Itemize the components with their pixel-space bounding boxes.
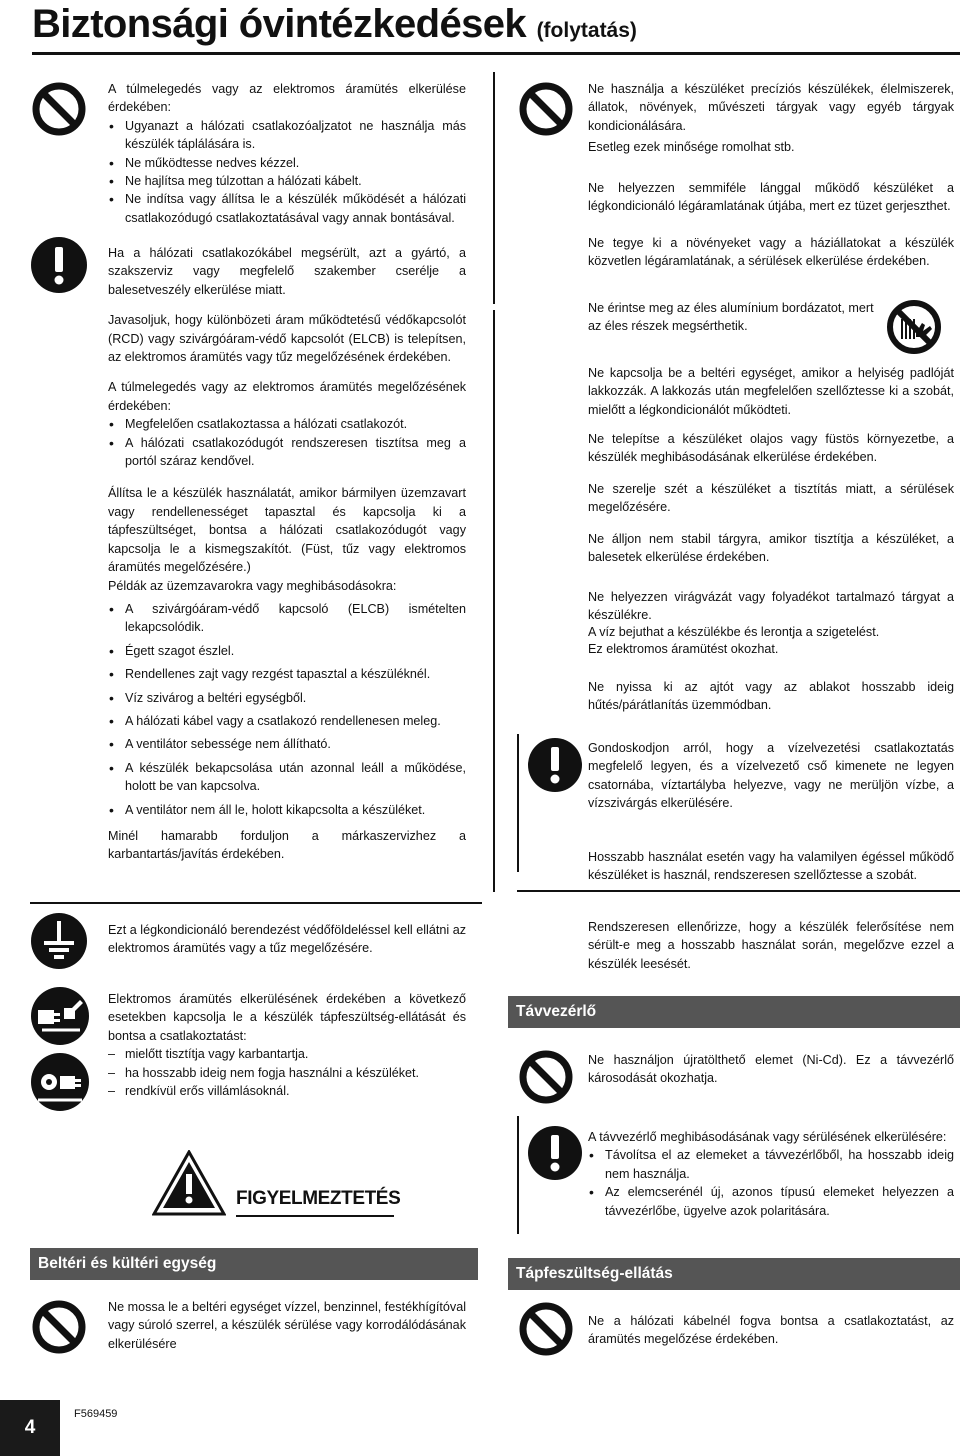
block-intro: A távvezérlő meghibásodásának vagy sérülésének elkerülésére:	[588, 1130, 947, 1144]
right-paragraph: Hosszabb használat esetén vagy ha valamilyen égéssel működő készüléket is használ, rendszeresen szellőztesse a szobát.	[588, 850, 954, 883]
paragraph: Ezt a légkondicionáló berendezést védőföldeléssel kell ellátni az elektromos áramütés vagy a tűz megelőzésére.	[108, 923, 466, 956]
right-column-rule	[517, 1116, 519, 1234]
list-item: – rendkívül erős villámlásoknál.	[108, 1082, 466, 1100]
grounding-block	[108, 921, 466, 958]
list-item: • A szivárgóáram-védő kapcsoló (ELCB) ismételten lekapcsolódik.	[108, 600, 466, 637]
list-item: • A ventilátor nem áll le, holott kikapcsolta a készüléket.	[108, 801, 466, 819]
right-column-rule	[517, 734, 519, 872]
list-item: • Ne hajlítsa meg túlzottan a hálózati kábelt.	[108, 172, 466, 190]
unplug-icon	[30, 1052, 90, 1117]
title-rule	[32, 52, 960, 55]
block-intro: A túlmelegedés vagy az elektromos áramütés elkerülése érdekében:	[108, 82, 466, 115]
list-item: • A hálózati csatlakozódugót rendszeresen tisztítsa meg a portól száraz kendővel.	[108, 434, 466, 471]
divider	[517, 890, 960, 892]
warning-triangle-icon	[152, 1150, 226, 1221]
mandatory-action-icon	[30, 236, 88, 299]
list-item: • Távolítsa el az elemeket a távvezérlőből, ha hosszabb ideig nem használja.	[588, 1146, 954, 1183]
list-item: • Égett szagot észlel.	[108, 642, 466, 660]
paragraph: A túlmelegedés vagy az elektromos áramütés megelőzésének érdekében:	[108, 380, 466, 413]
right-paragraph: Ne telepítse a készüléket olajos vagy füstös környezetbe, a készülék meghibásodásának elkerülése érdekében.	[588, 432, 954, 465]
section-header-remote: Távvezérlő	[508, 996, 960, 1028]
list-item: • Ugyanazt a hálózati csatlakozóaljzatot ne használja más készülék táplálására is.	[108, 117, 466, 154]
list-item: – mielőtt tisztítja vagy karbantartja.	[108, 1045, 466, 1063]
disconnect-block	[108, 990, 466, 1100]
prohibition-icon	[30, 1298, 88, 1361]
overheat-warning-block	[108, 80, 466, 227]
right-paragraph: Ne érintse meg az éles alumínium bordázatot, mert az éles részek megsérthetik.	[588, 301, 874, 334]
left-column-rule	[493, 310, 495, 892]
grounding-icon	[30, 912, 88, 975]
list-item: • Ne működtesse nedves kézzel.	[108, 154, 466, 172]
paragraph: Állítsa le a készülék használatát, amikor bármilyen üzemzavart vagy rendellenességet tapasztal és kapcsolja ki a tápfeszültséget, bontsa a hálózati csatlakozódugót vagy kapcsolja le a kismegszakítót. (Füst, tűz vagy elektromos áramütés megelőzésére.)	[108, 486, 466, 575]
list-item: • Víz szivárog a beltéri egységből.	[108, 689, 466, 707]
document-code: F569459	[74, 1408, 118, 1420]
prohibition-icon	[517, 80, 575, 143]
right-paragraph: Ne helyezzen semmiféle lánggal működő készüléket a légkondicionáló légáramlatának útjába, mert ez tüzet gerjeszthet.	[588, 181, 954, 214]
list-item: • Megfelelően csatlakoztassa a hálózati csatlakozót.	[108, 415, 466, 433]
right-paragraph: Ne helyezzen virágvázát vagy folyadékot tartalmazó tárgyat a készülékre.	[588, 590, 954, 623]
section-header-indoor-outdoor: Beltéri és kültéri egység	[30, 1248, 478, 1280]
right-paragraph: Rendszeresen ellenőrizze, hogy a készülék felerősítése nem sérült-e meg a hosszabb használat során, megelőzve ezzel a készülék leesését.	[588, 920, 954, 971]
remote-care-block	[588, 1128, 954, 1220]
right-paragraph: Ne szerelje szét a készüléket a tisztítás miatt, a sérülések megelőzésére.	[588, 482, 954, 515]
title-sub: (folytatás)	[536, 19, 637, 42]
mandatory-action-icon	[527, 1125, 583, 1186]
right-paragraph: Ne álljon nem stabil tárgyra, amikor tisztítja a készüléket, a balesetek elkerülése érdekében.	[588, 532, 954, 565]
left-column-rule	[493, 72, 495, 304]
paragraph: Ne mossa le a beltéri egységet vízzel, benzinnel, festékhígítóval vagy súroló szerrel, a készülék sérülése vagy korrodálódásának elkerülésére	[108, 1300, 466, 1351]
prohibition-icon	[517, 1048, 575, 1111]
unplug-icon	[30, 986, 90, 1051]
warning-rule	[236, 1215, 394, 1217]
right-paragraph: A víz bejuthat a készülékbe és lerontja a szigetelést.	[588, 625, 880, 639]
paragraph: Minél hamarabb forduljon a márkaszervizhez a karbantartás/javítás érdekében.	[108, 828, 466, 862]
section-header-power: Tápfeszültség-ellátás	[508, 1258, 960, 1290]
prohibition-icon	[517, 1300, 575, 1363]
paragraph: Javasoljuk, hogy különbözeti áram működtetésű védőkapcsolót (RCD) vagy szivárgóáram-védő kapcsolót (ELCB) is telepítsen, az elektromos áramütés vagy tűz megelőzésének érdekében.	[108, 313, 466, 365]
paragraph: Példák az üzemzavarokra vagy meghibásodásokra:	[108, 578, 397, 593]
prohibition-icon	[30, 80, 88, 143]
list-item: • A készülék bekapcsolása után azonnal leáll a működése, holott be van kapcsolva.	[108, 759, 466, 796]
list-item: • Az elemcserénél új, azonos típusú elemeket helyezzen a távvezérlőbe, ügyelve azok polaritására.	[588, 1183, 954, 1220]
right-paragraph: Esetleg ezek minősége romolhat stb.	[588, 140, 795, 154]
list-item: • A hálózati kábel vagy a csatlakozó rendellenesen meleg.	[108, 712, 466, 730]
title-main: Biztonsági óvintézkedések	[32, 2, 527, 46]
block-intro: Elektromos áramütés elkerülésének érdekében a következő esetekben kapcsolja le a készülék tápfeszültség-ellátását és bontsa a csatlakoztatást:	[108, 992, 466, 1043]
right-paragraph: Ne használja a készüléket precíziós készülékek, élelmiszerek, állatok, növények, művészeti tárgyak vagy egyéb tárgyak kondicionálására.	[588, 82, 954, 133]
do-not-touch-icon	[884, 297, 944, 362]
right-paragraph: Ne a hálózati kábelnél fogva bontsa a csatlakoztatást, az áramütés megelőzése érdekében.	[588, 1314, 954, 1347]
right-paragraph: Gondoskodjon arról, hogy a vízelvezetési csatlakoztatás megfelelő legyen, és a vízelvezető cső kimenete ne legyen csatornába, víztartályba helyezve, vagy ne merüljön vízbe, a vízszivárgás elkerülésére.	[588, 741, 954, 811]
washing-warning-block	[108, 1298, 466, 1353]
list-item: • Rendellenes zajt vagy rezgést tapasztal a készüléknél.	[108, 665, 466, 683]
mandatory-action-icon	[527, 737, 583, 798]
right-paragraph: Ne tegye ki a növényeket vagy a háziállatokat a készülék közvetlen légáramlatának, a sérülések elkerülése érdekében.	[588, 236, 954, 269]
warning-label: FIGYELMEZTETÉS	[236, 1188, 401, 1209]
list-item: – ha hosszabb ideig nem fogja használni a készüléket.	[108, 1064, 466, 1082]
paragraph: Ha a hálózati csatlakozókábel megsérült, azt a gyártó, a szakszerviz vagy megfelelő szakember cserélje a balesetveszély elkerülése miatt.	[108, 246, 466, 297]
list-item: • Ne indítsa vagy állítsa le a készülék működését a hálózati csatlakozódugó csatlakoztatásával vagy annak bontásával.	[108, 190, 466, 227]
divider	[30, 902, 482, 904]
right-paragraph: Ne kapcsolja be a beltéri egységet, amikor a helyiség padlóját lakkozzák. A lakkozás után megfelelően szellőztesse ki a szobát, mielőtt a légkondicionálót működteti.	[588, 366, 954, 417]
right-paragraph: Ez elektromos áramütést okozhat.	[588, 642, 779, 656]
list-item: • A ventilátor sebessége nem állítható.	[108, 735, 466, 753]
right-paragraph: Ne használjon újratölthető elemet (Ni-Cd). Ez a távvezérlő károsodását okozhatja.	[588, 1053, 954, 1086]
right-paragraph: Ne nyissa ki az ajtót vagy az ablakot hosszabb ideig hűtés/párátlanítás üzemmódban.	[588, 680, 954, 713]
mandatory-block	[108, 244, 466, 864]
page-number: 4	[0, 1400, 60, 1456]
page-title	[32, 0, 637, 55]
